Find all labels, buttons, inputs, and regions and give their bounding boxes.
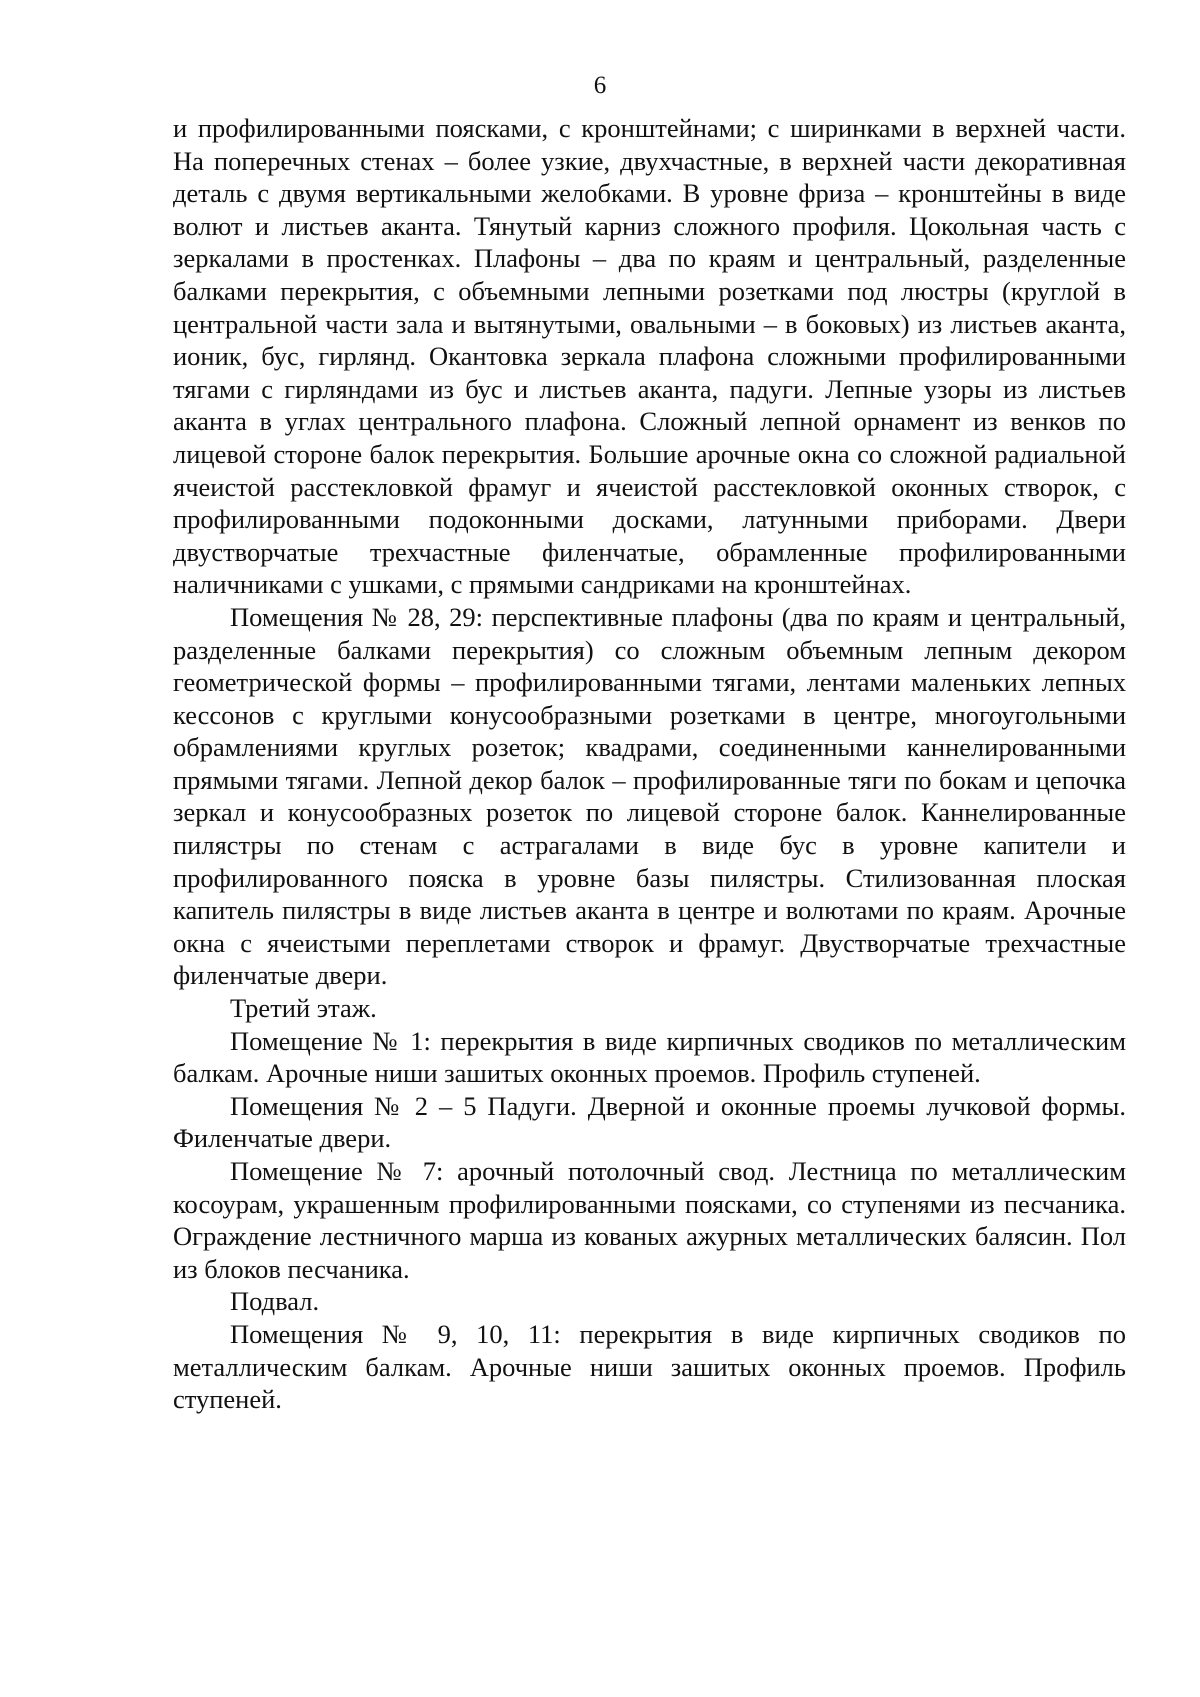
paragraph-rooms-9-11: Помещения № 9, 10, 11: перекрытия в виде кирпичных сводиков по металлическим балкам. Арочные ниши зашитых оконных проемов. Профиль ступеней. [173, 1318, 1126, 1415]
paragraph-rooms-28-29: Помещения № 28, 29: перспективные плафоны (два по краям и центральный, разделенные балками перекрытия) со сложным объемным лепным декором геометрической формы – профилированными тягами, лентами маленьких лепных кессонов с круглыми конусообразными розетками в центре, многоугольными обрамлениями круглых розеток; квадрами, соединенными каннелированными прямыми тягами. Лепной декор балок – профилированные тяги по бокам и цепочка зеркал и конусообразных розеток по лицевой стороне балок. Каннелированные пилястры по стенам с астрагалами в виде бус в уровне капители и профилированного пояска в уровне базы пилястры. Стилизованная плоская капитель пилястры в виде листьев аканта в центре и волютами по краям. Арочные окна с ячеистыми переплетами створок и фрамуг. Двустворчатые трехчастные филенчатые двери. [173, 601, 1126, 991]
paragraph-room-7: Помещение № 7: арочный потолочный свод. Лестница по металлическим косоурам, украшенным профилированными поясками, со ступенями из песчаника. Ограждение лестничного марша из кованых ажурных металлических балясин. Пол из блоков песчаника. [173, 1156, 1126, 1284]
page-number: 6 [593, 72, 607, 99]
paragraph-rooms-2-5: Помещения № 2 – 5 Падуги. Дверной и оконные проемы лучковой формы. Филенчатые двери. [173, 1090, 1126, 1154]
paragraph-continuation: и профилированными поясками, с кронштейнами; с ширинками в верхней части. На поперечных стенах – более узкие, двухчастные, в верхней части декоративная деталь с двумя вертикальными желобками. В уровне фриза – кронштейны в виде волют и листьев аканта. Тянутый карниз сложного профиля. Цокольная часть с зеркалами в простенках. Плафоны – два по краям и центральный, разделенные балками перекрытия, с объемными лепными розетками под люстры (круглой в центральной части зала и вытянутыми, овальными – в боковых) из листьев аканта, ионик, бус, гирлянд. Окантовка зеркала плафона сложными профилированными тягами с гирляндами из бус и листьев аканта, падуги. Лепные узоры из листьев аканта в углах центрального плафона. Сложный лепной орнамент из венков по лицевой стороне балок перекрытия. Большие арочные окна со сложной радиальной ячеистой расстекловкой фрамуг и ячеистой расстекловкой оконных створок, с профилированными подоконными досками, латунными приборами. Двери двустворчатые трехчастные филенчатые, обрамленные профилированными наличниками с ушками, с прямыми сандриками на кронштейнах. [173, 113, 1126, 600]
document-body [173, 112, 1126, 1416]
section-heading-third-floor: Третий этаж. [230, 993, 377, 1024]
section-heading-basement: Подвал. [230, 1286, 320, 1317]
paragraph-room-1: Помещение № 1: перекрытия в виде кирпичных сводиков по металлическим балкам. Арочные ниши зашитых оконных проемов. Профиль ступеней. [173, 1025, 1126, 1089]
